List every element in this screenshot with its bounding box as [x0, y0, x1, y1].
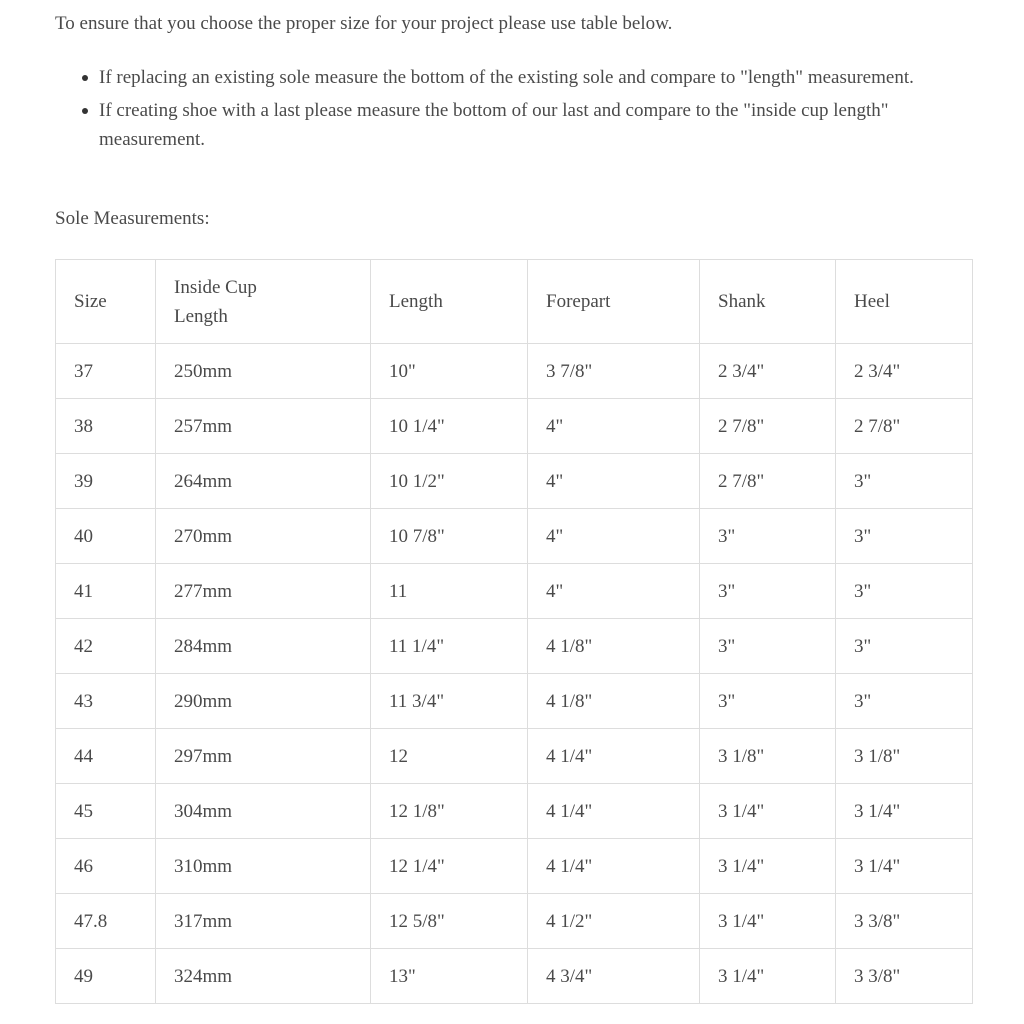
- cell-heel: 3 1/8": [836, 729, 973, 784]
- cell-inside-cup-length: 284mm: [156, 619, 371, 674]
- table-row: [56, 949, 973, 1004]
- cell-inside-cup-length: 270mm: [156, 509, 371, 564]
- cell-forepart: 4 1/8": [528, 619, 700, 674]
- table-row: [56, 454, 973, 509]
- cell-size: 38: [56, 399, 156, 454]
- cell-inside-cup-length: 304mm: [156, 784, 371, 839]
- cell-shank: 2 3/4": [700, 344, 836, 399]
- instruction-item: [55, 96, 935, 154]
- table-row: [56, 399, 973, 454]
- cell-shank: 3 1/4": [700, 949, 836, 1004]
- cell-inside-cup-length: 250mm: [156, 344, 371, 399]
- cell-forepart: 4 1/2": [528, 894, 700, 949]
- cell-shank: 3 1/4": [700, 894, 836, 949]
- cell-inside-cup-length: 277mm: [156, 564, 371, 619]
- instruction-text: If creating shoe with a last please measure the bottom of our last and compare to the "inside cup length" measurement.: [99, 100, 889, 150]
- cell-heel: 3": [836, 619, 973, 674]
- cell-heel: 3 3/8": [836, 949, 973, 1004]
- cell-inside-cup-length: 264mm: [156, 454, 371, 509]
- cell-size: 43: [56, 674, 156, 729]
- cell-size: 47.8: [56, 894, 156, 949]
- cell-heel: 2 7/8": [836, 399, 973, 454]
- instruction-item: [55, 63, 935, 92]
- cell-forepart: 4 1/4": [528, 784, 700, 839]
- column-header-inside-cup-length: Inside Cup Length: [156, 260, 371, 344]
- cell-shank: 3": [700, 674, 836, 729]
- cell-shank: 3 1/8": [700, 729, 836, 784]
- cell-length: 10": [371, 344, 528, 399]
- cell-size: 42: [56, 619, 156, 674]
- table-row: [56, 564, 973, 619]
- column-header-shank: Shank: [700, 260, 836, 344]
- cell-heel: 3 3/8": [836, 894, 973, 949]
- cell-length: 11: [371, 564, 528, 619]
- cell-inside-cup-length: 257mm: [156, 399, 371, 454]
- cell-heel: 3": [836, 674, 973, 729]
- cell-length: 12 1/4": [371, 839, 528, 894]
- cell-forepart: 3 7/8": [528, 344, 700, 399]
- bullet-icon: [82, 108, 88, 114]
- table-row: [56, 674, 973, 729]
- cell-heel: 3 1/4": [836, 784, 973, 839]
- cell-forepart: 4": [528, 564, 700, 619]
- cell-length: 11 1/4": [371, 619, 528, 674]
- cell-shank: 3 1/4": [700, 839, 836, 894]
- cell-heel: 3 1/4": [836, 839, 973, 894]
- section-label: Sole Measurements:: [55, 208, 210, 229]
- cell-inside-cup-length: 310mm: [156, 839, 371, 894]
- cell-forepart: 4": [528, 399, 700, 454]
- table-row: [56, 509, 973, 564]
- cell-length: 10 7/8": [371, 509, 528, 564]
- cell-forepart: 4 3/4": [528, 949, 700, 1004]
- sole-measurements-table: [55, 259, 973, 1004]
- cell-forepart: 4 1/4": [528, 729, 700, 784]
- cell-length: 10 1/2": [371, 454, 528, 509]
- cell-shank: 3": [700, 619, 836, 674]
- table-row: [56, 344, 973, 399]
- cell-size: 44: [56, 729, 156, 784]
- cell-size: 37: [56, 344, 156, 399]
- table-row: [56, 619, 973, 674]
- column-header-forepart: Forepart: [528, 260, 700, 344]
- cell-shank: 3 1/4": [700, 784, 836, 839]
- column-header-heel: Heel: [836, 260, 973, 344]
- cell-heel: 3": [836, 509, 973, 564]
- cell-heel: 3": [836, 564, 973, 619]
- cell-shank: 2 7/8": [700, 454, 836, 509]
- instruction-text: If replacing an existing sole measure the bottom of the existing sole and compare to "length" measurement.: [99, 67, 914, 88]
- cell-forepart: 4": [528, 454, 700, 509]
- cell-shank: 2 7/8": [700, 399, 836, 454]
- table-header-row: [56, 260, 973, 344]
- table-row: [56, 894, 973, 949]
- cell-size: 40: [56, 509, 156, 564]
- table-row: [56, 729, 973, 784]
- cell-size: 49: [56, 949, 156, 1004]
- cell-forepart: 4 1/8": [528, 674, 700, 729]
- column-header-size: Size: [56, 260, 156, 344]
- cell-heel: 3": [836, 454, 973, 509]
- cell-length: 12 1/8": [371, 784, 528, 839]
- bullet-icon: [82, 75, 88, 81]
- cell-length: 12: [371, 729, 528, 784]
- column-header-length: Length: [371, 260, 528, 344]
- cell-length: 13": [371, 949, 528, 1004]
- cell-inside-cup-length: 317mm: [156, 894, 371, 949]
- cell-forepart: 4": [528, 509, 700, 564]
- cell-length: 12 5/8": [371, 894, 528, 949]
- cell-size: 46: [56, 839, 156, 894]
- table-row: [56, 839, 973, 894]
- cell-size: 39: [56, 454, 156, 509]
- instruction-list: [55, 63, 935, 158]
- intro-text: To ensure that you choose the proper size for your project please use table below.: [55, 13, 673, 34]
- cell-size: 41: [56, 564, 156, 619]
- cell-inside-cup-length: 290mm: [156, 674, 371, 729]
- table-body: [56, 344, 973, 1004]
- table-row: [56, 784, 973, 839]
- cell-size: 45: [56, 784, 156, 839]
- cell-forepart: 4 1/4": [528, 839, 700, 894]
- cell-inside-cup-length: 324mm: [156, 949, 371, 1004]
- cell-shank: 3": [700, 564, 836, 619]
- cell-length: 10 1/4": [371, 399, 528, 454]
- cell-shank: 3": [700, 509, 836, 564]
- cell-length: 11 3/4": [371, 674, 528, 729]
- cell-heel: 2 3/4": [836, 344, 973, 399]
- cell-inside-cup-length: 297mm: [156, 729, 371, 784]
